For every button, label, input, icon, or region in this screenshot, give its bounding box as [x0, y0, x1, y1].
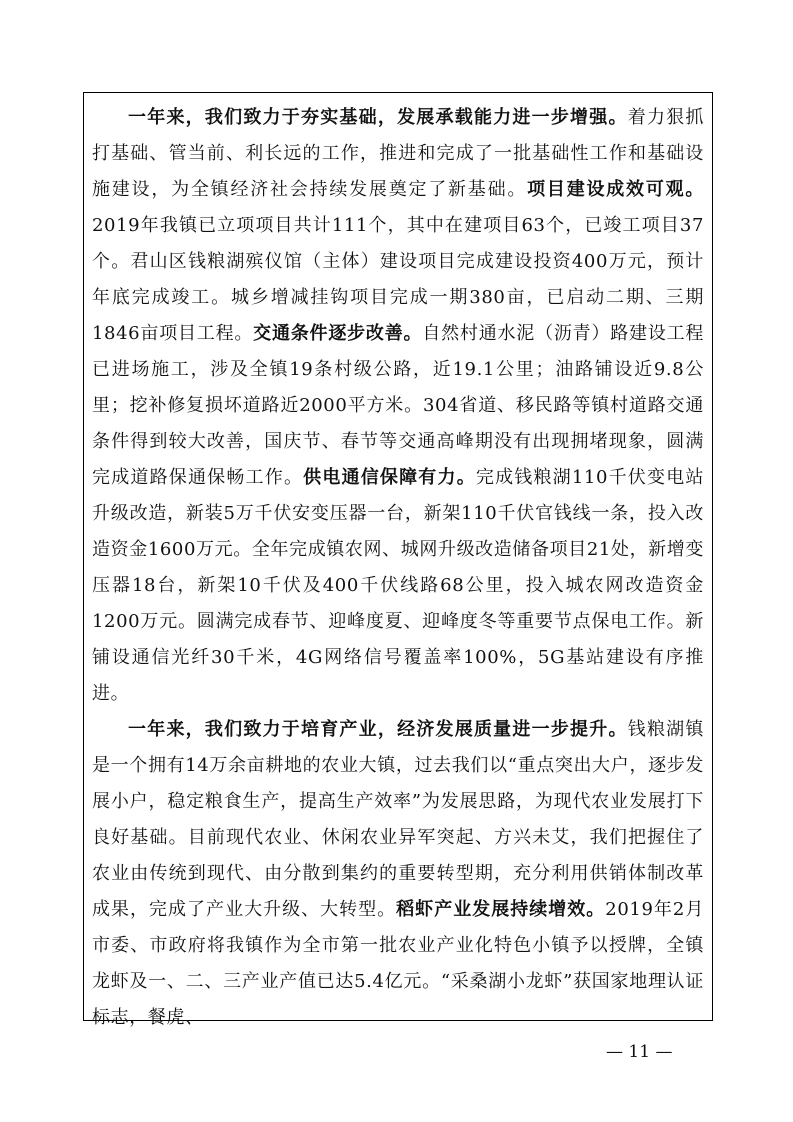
- text-segment: 着力狠抓打基础、管当前、利长远的工作，推进和完成了一批基础性工作和基础设施建设，为全镇经济社会持续发展奠定了新基础。: [92, 107, 704, 200]
- heading-power-telecom: 供电通信保障有力。: [303, 467, 476, 488]
- document-body: [92, 100, 704, 1036]
- text-segment: 2019年我镇已立项项目共计111个，其中在建项目63个，已竣工项目37个。君山区钱粮湖殡仪馆（主体）建设项目完成建设投资400万元，预计年底完成竣工。城乡增减挂钩项目完成一期380亩，已启动二期、三期1846亩项目工程。: [92, 215, 704, 344]
- text-segment: 自然村通水泥（沥青）路建设工程已进场施工，涉及全镇19条村级公路，近19.1公里；油路铺设近9.8公里；挖补修复损坏道路近2000平方米。304省道、移民路等镇村道路交通条件得到较大改善，国庆节、春节等交通高峰期没有出现拥堵现象，圆满完成道路保通保畅工作。: [92, 323, 705, 488]
- heading-infrastructure: 一年来，我们致力于夯实基础，发展承载能力进一步增强。: [128, 107, 628, 128]
- text-segment: 完成钱粮湖110千伏变电站升级改造，新装5万千伏安变压器一台，新架110千伏官钱线一条，投入改造资金1600万元。全年完成镇农网、城网升级改造储备项目21处，新增变压器18台，新架10千伏及400千伏线路68公里，投入城农网改造资金1200万元。圆满完成春节、迎峰度夏、迎峰度冬等重要节点保电工作。新铺设通信光纤30千米，4G网络信号覆盖率100%，5G基站建设有序推进。: [92, 467, 704, 704]
- heading-traffic: 交通条件逐步改善。: [253, 323, 423, 344]
- heading-crayfish: 稻虾产业发展持续增效。: [396, 899, 606, 920]
- paragraph-infrastructure: [92, 100, 704, 712]
- page-number: — 11 —: [606, 1042, 673, 1062]
- text-segment: 钱粮湖镇是一个拥有14万余亩耕地的农业大镇，过去我们以“重点突出大户，逐步发展小户，稳定粮食生产，提高生产效率”为发展思路，为现代农业发展打下良好基础。目前现代农业、休闲农业异军突起、方兴未艾，我们把握住了农业由传统到现代、由分散到集约的重要转型期，充分利用供销体制改革成果，完成了产业大升级、大转型。: [92, 719, 704, 920]
- heading-projects: 项目建设成效可观。: [527, 179, 704, 200]
- heading-industry: 一年来，我们致力于培育产业，经济发展质量进一步提升。: [128, 719, 628, 740]
- paragraph-industry: [92, 712, 704, 1036]
- text-segment: 2019年2月市委、市政府将我镇作为全市第一批农业产业化特色小镇予以授牌，全镇龙虾及一、二、三产业产值已达5.4亿元。“采桑湖小龙虾”获国家地理认证标志，餐虎、: [92, 899, 704, 1028]
